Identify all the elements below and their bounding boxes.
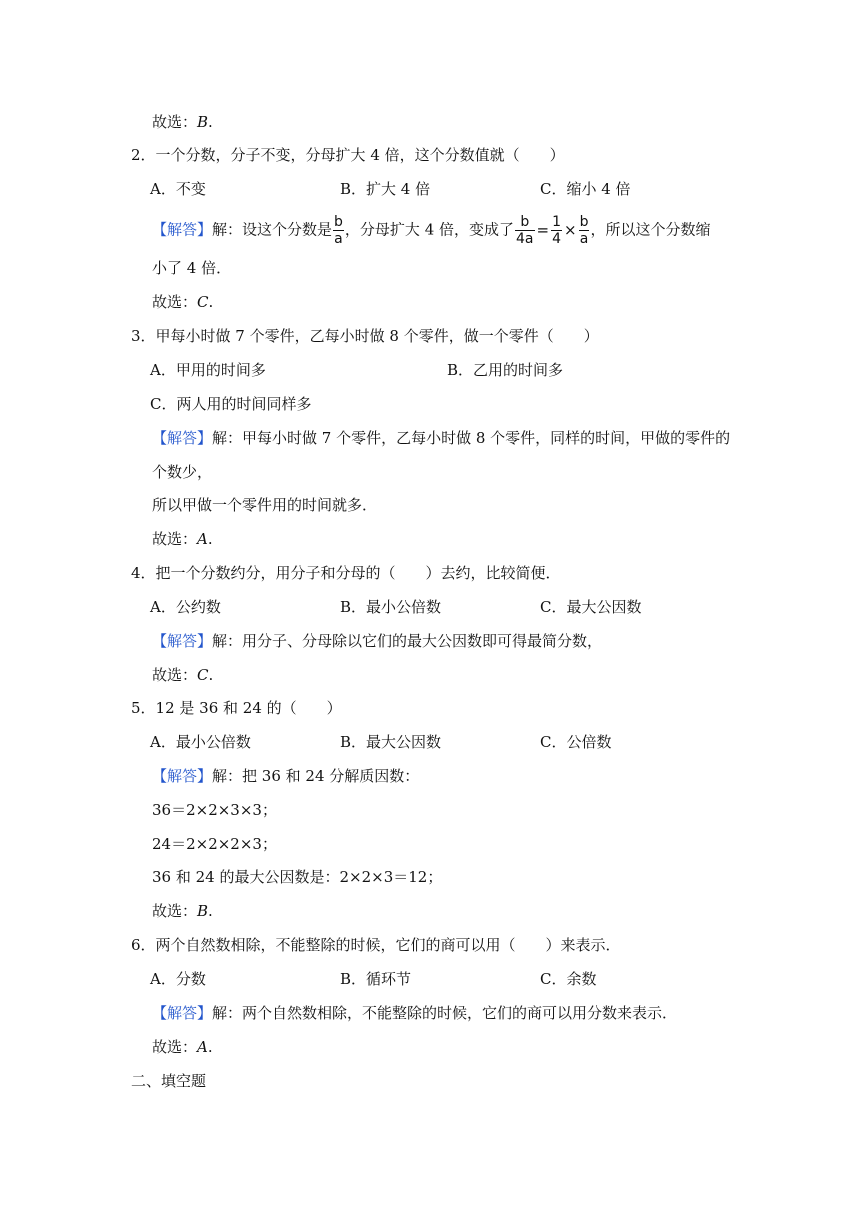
q5-answer: 【解答】解：把 36 和 24 分解质因数： [152, 767, 420, 785]
q3-option-c: C．两人用的时间同样多 [150, 395, 312, 413]
answer-tag: 【解答】 [152, 429, 213, 447]
fraction-b-over-a: $\frac{b}{a}$ [334, 214, 343, 247]
q5-option-c: C．公倍数 [540, 733, 612, 751]
q4-option-a: A．公约数 [150, 598, 221, 616]
q5-option-b: B．最大公因数 [340, 733, 442, 751]
q5-gcd: 36 和 24 的最大公因数是：2×2×3＝12； [152, 868, 443, 886]
answer-tag: 【解答】 [152, 632, 213, 650]
answer-tag: 【解答】 [152, 767, 213, 785]
q4-answer: 【解答】解：用分子、分母除以它们的最大公因数即可得最简分数， [152, 632, 603, 650]
fraction-b-over-4a: $\frac{b}{4a}$ [516, 214, 534, 247]
q4-option-c: C．最大公因数 [540, 598, 642, 616]
q6-stem: 6．两个自然数相除，不能整除的时候，它们的商可以用（ ）来表示． [131, 936, 621, 954]
q6-answer: 【解答】解：两个自然数相除，不能整除的时候，它们的商可以用分数来表示． [152, 1004, 678, 1022]
q3-answer: 【解答】解：甲每小时做 7 个零件，乙每小时做 8 个零件，同样的时间，甲做的零件的 [152, 429, 731, 447]
q5-option-a: A．最小公倍数 [150, 733, 251, 751]
q2-option-a: A．不变 [150, 180, 206, 198]
q5-factorization-36: 36＝2×2×3×3； [152, 801, 277, 819]
q2-conclusion: 故选：C. [152, 293, 214, 311]
q6-conclusion: 故选：A. [152, 1038, 213, 1056]
q6-option-a: A．分数 [150, 970, 206, 988]
q3-option-a: A．甲用的时间多 [150, 361, 266, 379]
q2-option-c: C．缩小 4 倍 [540, 180, 631, 198]
q2-option-b: B．扩大 4 倍 [340, 180, 431, 198]
answer-tag: 【解答】 [152, 220, 213, 239]
q2-answer: 【解答】解：设这个分数是 $\frac{b}{a}$ ，分母扩大 4 倍，变成了 $\frac{b}{4a}$ = $\frac{1}{4}$ × $\frac{b}{a}$ ，所以这个分数缩 [152, 214, 711, 247]
q1-conclusion: 故选：B. [152, 113, 213, 131]
q4-stem: 4．把一个分数约分，用分子和分母的（ ）去约，比较简便． [131, 564, 561, 582]
q5-stem: 5．12 是 36 和 24 的（ ） [131, 699, 342, 717]
answer-tag: 【解答】 [152, 1004, 213, 1022]
fraction-b-over-a-2: $\frac{b}{a}$ [579, 214, 589, 247]
section-title-fill-in: 二、填空题 [131, 1072, 207, 1090]
q3-conclusion: 故选：A. [152, 530, 213, 548]
q5-conclusion: 故选：B. [152, 902, 213, 920]
q2-answer-line2: 小了 4 倍． [152, 259, 232, 277]
q6-option-c: C．余数 [540, 970, 597, 988]
fraction-1-over-4: $\frac{1}{4}$ [552, 214, 562, 247]
q2-stem: 2．一个分数，分子不变，分母扩大 4 倍，这个分数值就（ ） [131, 146, 565, 164]
q4-conclusion: 故选：C. [152, 666, 214, 684]
q4-option-b: B．最小公倍数 [340, 598, 442, 616]
q3-stem: 3．甲每小时做 7 个零件，乙每小时做 8 个零件，做一个零件（ ） [131, 327, 599, 345]
q3-answer-line2: 个数少， [152, 463, 213, 481]
q6-option-b: B．循环节 [340, 970, 412, 988]
q3-option-b: B．乙用的时间多 [447, 361, 564, 379]
q5-factorization-24: 24＝2×2×2×3； [152, 835, 277, 853]
q3-answer-line3: 所以甲做一个零件用的时间就多． [152, 496, 378, 514]
